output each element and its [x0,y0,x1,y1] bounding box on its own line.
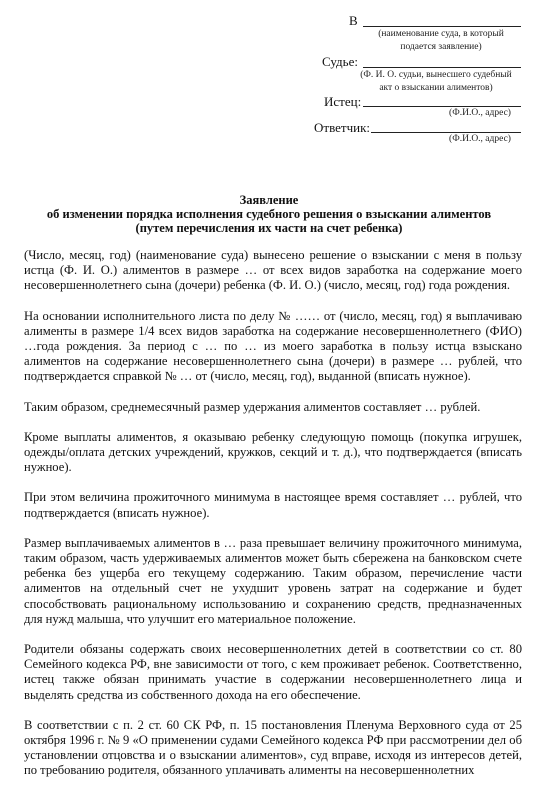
paragraph-1: (Число, месяц, год) (наименование суда) вынесено решение о взыскании с меня в пользу истца (Ф. И. О.) алиментов в размере … от всех видов заработка на содержание моего несовершеннолетнего сына (дочери) ребенка (Ф. И. О.) (число, месяц, год) года рождения. [24,248,522,293]
paragraph-5: При этом величина прожиточного минимума в настоящее время составляет … рублей, что подтверждается (вписать нужное). [24,490,522,520]
document-title: Заявление [239,193,299,207]
paragraph-3: Таким образом, среднемесячный размер удержания алиментов составляет … рублей. [24,399,481,414]
judge-note-2: акт о взыскании алиментов) [379,83,493,93]
paragraph-8: В соответствии с п. 2 ст. 60 СК РФ, п. 15 постановления Пленума Верховного суда от 25 октября 1996 г. № 9 «О применении судами Семейного кодекса РФ при рассмотрении дел об установлении отцовства и о взыскании алиментов», суд вправе, исходя из интересов детей, по требованию родителя, обязанного уплачивать алименты на несовершеннолетних [24,717,522,778]
court-name-line [363,26,521,27]
judge-name-line [363,67,521,68]
judge-note-1: (Ф. И. О. судьи, вынесшего судебный [360,70,512,80]
court-name-note-2: подается заявление) [400,42,482,52]
judge-label: Судье: [322,54,358,69]
paragraph-2: На основании исполнительного листа по делу № …… от (число, месяц, год) я выплачиваю алименты в размере 1/4 всех видов заработка на содержание несовершеннолетнего (ФИО) …года рождения. За период с … по … из моего заработка в пользу истца взыскано алиментов на содержание несовершеннолетнего сына (дочери) в размере … рублей, что подтверждается справкой № … от (число, месяц, год), выданной (вписать нужное). [24,308,522,384]
document-body [24,248,522,794]
paragraph-6: Размер выплачиваемых алиментов в … раза превышает величину прожиточного минимума, таким образом, часть удерживаемых алиментов может быть сбережена на банковском счете ребенка без ущерба его текущему содержанию. Таким образом, перечисление части алиментов на отдельный счет не ухудшит уровень затрат на содержание и будет способствовать рациональному использованию и сохранению средств, предназначенных для нужд малыша, что улучшит его материальное положение. [24,535,522,626]
court-name-note-1: (наименование суда, в который [378,29,504,39]
to-label: В [349,13,358,28]
plaintiff-label: Истец: [324,94,362,109]
paragraph-4: Кроме выплаты алиментов, я оказываю ребенку следующую помощь (покупка игрушек, одежды/оплата детских учреждений, кружков, секций и т. д.), что подтверждается (вписать нужное). [24,429,522,475]
document-subtitle-note: (путем перечисления их части на счет ребенка) [135,221,403,235]
document-subtitle: об изменении порядка исполнения судебного решения о взыскании алиментов [46,207,492,221]
defendant-label: Ответчик: [314,120,371,135]
defendant-note: (Ф.И.О., адрес) [449,134,511,144]
plaintiff-note: (Ф.И.О., адрес) [449,108,511,118]
paragraph-7: Родители обязаны содержать своих несовершеннолетних детей в соответствии со ст. 80 Семейного кодекса РФ, вне зависимости от того, с кем проживает ребенок. Соответственно, истец также обязан принимать участие в содержании несовершеннолетнего лица и выделять средства из собственного дохода на его обеспечение. [24,642,522,702]
